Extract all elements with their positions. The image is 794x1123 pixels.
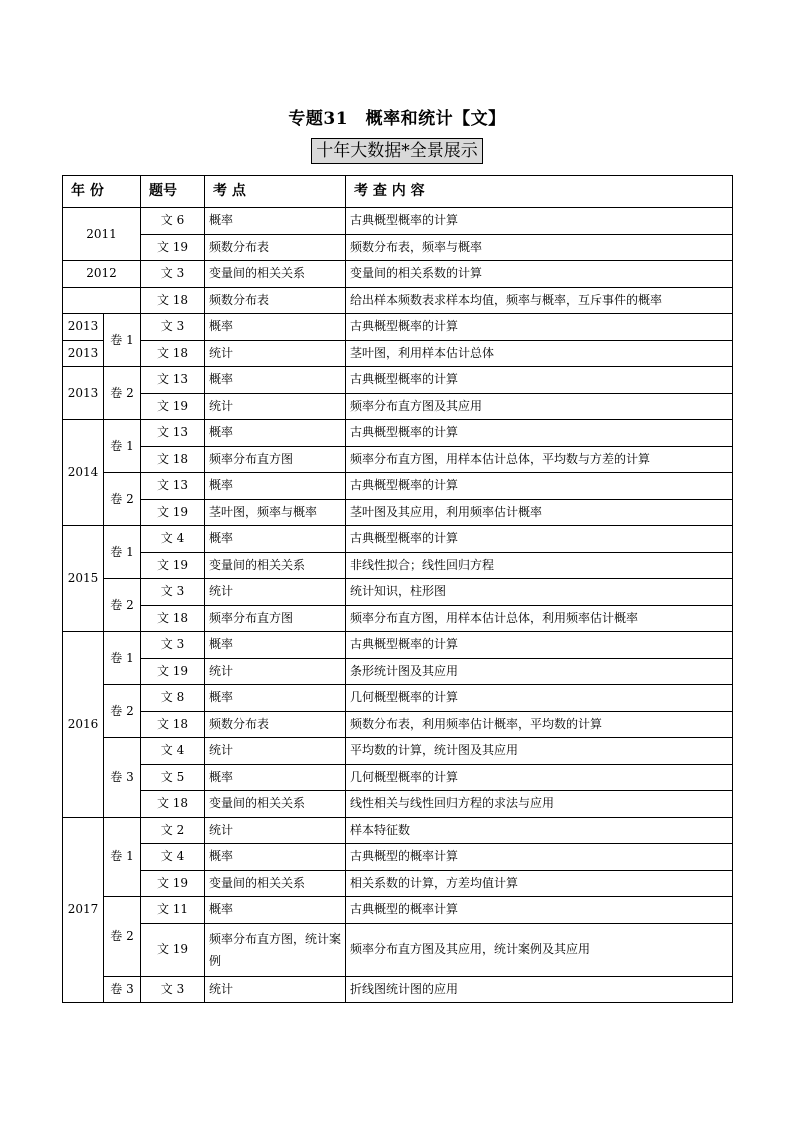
question-number-cell: 文 19 <box>141 234 205 261</box>
table-row <box>63 764 733 791</box>
table-row <box>63 685 733 712</box>
question-number-cell: 文 19 <box>141 870 205 897</box>
table-row <box>63 393 733 420</box>
table-row <box>63 446 733 473</box>
question-number-cell: 文 11 <box>141 897 205 924</box>
exam-point-cell: 统计 <box>205 738 346 765</box>
volume-cell: 卷 1 <box>104 420 141 473</box>
exam-point-cell: 概率 <box>205 367 346 394</box>
exam-content-cell: 非线性拟合；线性回归方程 <box>346 552 733 579</box>
question-number-cell: 文 19 <box>141 552 205 579</box>
exam-point-cell: 概率 <box>205 844 346 871</box>
table-row <box>63 234 733 261</box>
volume-cell: 卷 1 <box>104 632 141 685</box>
table-row <box>63 579 733 606</box>
volume-cell: 卷 2 <box>104 367 141 420</box>
exam-content-cell: 给出样本频数表求样本均值，频率与概率，互斥事件的概率 <box>346 287 733 314</box>
question-number-cell: 文 3 <box>141 261 205 288</box>
question-number-cell: 文 8 <box>141 685 205 712</box>
question-number-cell: 文 18 <box>141 791 205 818</box>
question-number-cell: 文 3 <box>141 632 205 659</box>
volume-cell: 卷 2 <box>104 579 141 632</box>
exam-point-cell: 概率 <box>205 685 346 712</box>
question-number-cell: 文 19 <box>141 499 205 526</box>
year-cell: 2013 <box>63 314 104 341</box>
question-number-cell: 文 13 <box>141 473 205 500</box>
volume-cell: 卷 2 <box>104 473 141 526</box>
table-row <box>63 658 733 685</box>
exam-content-cell: 古典概型的概率计算 <box>346 844 733 871</box>
exam-content-cell: 几何概型概率的计算 <box>346 685 733 712</box>
volume-cell: 卷 1 <box>104 526 141 579</box>
table-row <box>63 314 733 341</box>
exam-point-cell: 概率 <box>205 526 346 553</box>
exam-content-cell: 古典概型概率的计算 <box>346 314 733 341</box>
exam-content-cell: 频率分布直方图，用样本估计总体，平均数与方差的计算 <box>346 446 733 473</box>
question-number-cell: 文 19 <box>141 658 205 685</box>
table-row <box>63 791 733 818</box>
exam-content-cell: 线性相关与线性回归方程的求法与应用 <box>346 791 733 818</box>
table-row <box>63 738 733 765</box>
question-number-cell: 文 4 <box>141 526 205 553</box>
exam-point-cell: 概率 <box>205 208 346 235</box>
year-cell: 2015 <box>63 526 104 632</box>
table-row <box>63 632 733 659</box>
question-number-cell: 文 18 <box>141 446 205 473</box>
exam-point-cell: 频数分布表 <box>205 287 346 314</box>
header-year: 年 份 <box>63 176 141 208</box>
table-row <box>63 420 733 447</box>
table-row <box>63 711 733 738</box>
exam-content-cell: 频数分布表，利用频率估计概率，平均数的计算 <box>346 711 733 738</box>
question-number-cell: 文 4 <box>141 738 205 765</box>
volume-cell: 卷 1 <box>104 314 141 367</box>
exam-content-cell: 折线图统计图的应用 <box>346 976 733 1003</box>
question-number-cell: 文 18 <box>141 340 205 367</box>
exam-point-cell: 概率 <box>205 764 346 791</box>
exam-point-cell: 频率分布直方图 <box>205 446 346 473</box>
exam-point-cell: 茎叶图，频率与概率 <box>205 499 346 526</box>
question-number-cell: 文 4 <box>141 844 205 871</box>
exam-point-cell: 频数分布表 <box>205 711 346 738</box>
question-number-cell: 文 3 <box>141 976 205 1003</box>
exam-point-cell: 频率分布直方图，统计案例 <box>205 923 346 976</box>
page-title: 专题31 概率和统计【文】 <box>288 109 506 129</box>
table-row <box>63 976 733 1003</box>
question-number-cell: 文 6 <box>141 208 205 235</box>
exam-content-cell: 茎叶图及其应用，利用频率估计概率 <box>346 499 733 526</box>
volume-cell: 卷 3 <box>104 976 141 1003</box>
question-number-cell: 文 19 <box>141 393 205 420</box>
year-cell: 2017 <box>63 817 104 1003</box>
exam-content-cell: 频率分布直方图及其应用，统计案例及其应用 <box>346 923 733 976</box>
year-cell: 2011 <box>63 208 141 261</box>
exam-content-cell: 条形统计图及其应用 <box>346 658 733 685</box>
exam-content-cell: 古典概型概率的计算 <box>346 473 733 500</box>
table-row <box>63 287 733 314</box>
exam-point-cell: 变量间的相关关系 <box>205 552 346 579</box>
exam-point-cell: 统计 <box>205 817 346 844</box>
volume-cell: 卷 1 <box>104 817 141 897</box>
question-number-cell: 文 13 <box>141 420 205 447</box>
volume-cell: 卷 2 <box>104 897 141 977</box>
question-number-cell: 文 5 <box>141 764 205 791</box>
year-cell: 2012 <box>63 261 141 288</box>
table-row <box>63 870 733 897</box>
exam-point-cell: 变量间的相关关系 <box>205 870 346 897</box>
exam-content-cell: 古典概型概率的计算 <box>346 208 733 235</box>
table-row <box>63 923 733 976</box>
exam-content-cell: 茎叶图，利用样本估计总体 <box>346 340 733 367</box>
table-header-row <box>63 176 733 208</box>
question-number-cell: 文 13 <box>141 367 205 394</box>
exam-content-cell: 古典概型概率的计算 <box>346 632 733 659</box>
exam-content-cell: 频数分布表，频率与概率 <box>346 234 733 261</box>
year-cell-empty <box>63 287 141 314</box>
exam-point-cell: 统计 <box>205 658 346 685</box>
exam-content-cell: 古典概型概率的计算 <box>346 420 733 447</box>
header-exam-point: 考 点 <box>205 176 346 208</box>
table-row <box>63 552 733 579</box>
exam-point-cell: 频数分布表 <box>205 234 346 261</box>
exam-point-cell: 统计 <box>205 393 346 420</box>
exam-point-cell: 频率分布直方图 <box>205 605 346 632</box>
year-cell: 2013 <box>63 367 104 420</box>
exam-content-cell: 古典概型概率的计算 <box>346 367 733 394</box>
exam-point-cell: 概率 <box>205 632 346 659</box>
table-row <box>63 340 733 367</box>
table-row <box>63 367 733 394</box>
exam-content-cell: 古典概型概率的计算 <box>346 526 733 553</box>
exam-content-cell: 平均数的计算，统计图及其应用 <box>346 738 733 765</box>
exam-content-cell: 样本特征数 <box>346 817 733 844</box>
exam-point-cell: 概率 <box>205 314 346 341</box>
exam-content-cell: 古典概型的概率计算 <box>346 897 733 924</box>
table-row <box>63 817 733 844</box>
exam-content-cell: 统计知识，柱形图 <box>346 579 733 606</box>
question-number-cell: 文 19 <box>141 923 205 976</box>
table-row <box>63 605 733 632</box>
exam-point-cell: 变量间的相关关系 <box>205 791 346 818</box>
question-number-cell: 文 3 <box>141 314 205 341</box>
question-number-cell: 文 3 <box>141 579 205 606</box>
exam-topics-table <box>62 175 733 1003</box>
year-cell: 2016 <box>63 632 104 818</box>
question-number-cell: 文 18 <box>141 605 205 632</box>
year-cell: 2014 <box>63 420 104 526</box>
header-exam-content: 考 查 内 容 <box>346 176 733 208</box>
table-row <box>63 208 733 235</box>
exam-point-cell: 概率 <box>205 473 346 500</box>
question-number-cell: 文 2 <box>141 817 205 844</box>
exam-content-cell: 变量间的相关系数的计算 <box>346 261 733 288</box>
table-row <box>63 526 733 553</box>
volume-cell: 卷 2 <box>104 685 141 738</box>
volume-cell: 卷 3 <box>104 738 141 818</box>
exam-content-cell: 频率分布直方图，用样本估计总体，利用频率估计概率 <box>346 605 733 632</box>
year-cell: 2013 <box>63 340 104 367</box>
exam-content-cell: 相关系数的计算，方差均值计算 <box>346 870 733 897</box>
exam-point-cell: 变量间的相关关系 <box>205 261 346 288</box>
exam-point-cell: 概率 <box>205 897 346 924</box>
question-number-cell: 文 18 <box>141 711 205 738</box>
table-row <box>63 897 733 924</box>
exam-content-cell: 几何概型概率的计算 <box>346 764 733 791</box>
exam-point-cell: 概率 <box>205 420 346 447</box>
exam-point-cell: 统计 <box>205 976 346 1003</box>
header-question-number: 题号 <box>141 176 205 208</box>
question-number-cell: 文 18 <box>141 287 205 314</box>
subtitle-container <box>0 138 794 164</box>
table-row <box>63 473 733 500</box>
exam-point-cell: 统计 <box>205 340 346 367</box>
table-row <box>63 499 733 526</box>
exam-point-cell: 统计 <box>205 579 346 606</box>
page-subtitle: 十年大数据*全景展示 <box>311 138 483 164</box>
table-row <box>63 261 733 288</box>
table-row <box>63 844 733 871</box>
exam-content-cell: 频率分布直方图及其应用 <box>346 393 733 420</box>
